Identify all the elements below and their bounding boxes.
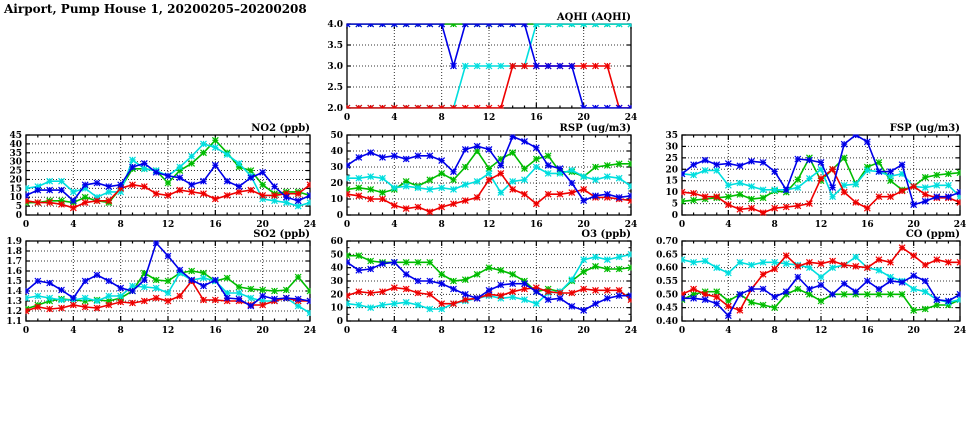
svg-text:5: 5 bbox=[671, 199, 678, 210]
svg-text:20: 20 bbox=[907, 220, 920, 230]
svg-text:CO (ppm): CO (ppm) bbox=[905, 229, 960, 240]
svg-text:24: 24 bbox=[624, 113, 638, 123]
svg-text:0: 0 bbox=[22, 326, 30, 336]
svg-text:10: 10 bbox=[665, 188, 678, 199]
svg-text:10: 10 bbox=[330, 195, 343, 205]
svg-text:0: 0 bbox=[22, 220, 30, 230]
svg-text:12: 12 bbox=[482, 113, 496, 123]
svg-text:3.0: 3.0 bbox=[327, 62, 343, 72]
svg-text:5: 5 bbox=[15, 202, 22, 213]
svg-text:16: 16 bbox=[209, 220, 222, 230]
svg-text:20: 20 bbox=[907, 326, 920, 336]
svg-text:20: 20 bbox=[256, 220, 269, 230]
svg-text:8: 8 bbox=[117, 220, 124, 230]
svg-text:4: 4 bbox=[391, 326, 398, 336]
panel-so2-chart bbox=[0, 225, 324, 355]
svg-text:50: 50 bbox=[330, 250, 343, 261]
svg-text:16: 16 bbox=[861, 220, 874, 230]
panel-o3-chart bbox=[315, 225, 645, 355]
svg-text:8: 8 bbox=[438, 220, 445, 230]
svg-text:45: 45 bbox=[9, 131, 22, 141]
svg-text:12: 12 bbox=[814, 220, 828, 230]
svg-text:10: 10 bbox=[330, 303, 343, 314]
svg-text:8: 8 bbox=[438, 326, 445, 336]
svg-text:35: 35 bbox=[665, 131, 678, 141]
svg-text:24: 24 bbox=[303, 220, 317, 230]
svg-text:FSP (ug/m3): FSP (ug/m3) bbox=[889, 123, 960, 134]
svg-text:12: 12 bbox=[161, 326, 175, 336]
svg-text:3.5: 3.5 bbox=[327, 41, 343, 51]
svg-text:40: 40 bbox=[330, 147, 343, 157]
svg-text:4: 4 bbox=[725, 220, 732, 230]
svg-text:0: 0 bbox=[343, 326, 351, 336]
svg-text:AQHI (AQHI): AQHI (AQHI) bbox=[556, 12, 631, 23]
svg-text:16: 16 bbox=[861, 326, 874, 336]
svg-text:20: 20 bbox=[577, 326, 590, 336]
svg-text:1.4: 1.4 bbox=[6, 287, 22, 297]
svg-text:8: 8 bbox=[438, 113, 445, 123]
page-title: Airport, Pump House 1, 20200205–20200208 bbox=[4, 2, 307, 16]
svg-text:1.9: 1.9 bbox=[6, 237, 22, 247]
svg-text:40: 40 bbox=[330, 263, 343, 274]
svg-text:1.3: 1.3 bbox=[6, 297, 22, 307]
svg-text:4: 4 bbox=[70, 326, 77, 336]
svg-text:16: 16 bbox=[530, 326, 543, 336]
svg-text:0: 0 bbox=[336, 211, 343, 221]
svg-text:1.6: 1.6 bbox=[6, 267, 22, 277]
svg-text:12: 12 bbox=[482, 326, 496, 336]
svg-text:20: 20 bbox=[577, 220, 590, 230]
svg-text:20: 20 bbox=[330, 179, 343, 189]
svg-text:2.0: 2.0 bbox=[327, 104, 343, 114]
svg-text:0.60: 0.60 bbox=[656, 263, 678, 274]
svg-text:4: 4 bbox=[70, 220, 77, 230]
svg-text:0: 0 bbox=[343, 220, 351, 230]
svg-text:10: 10 bbox=[9, 193, 22, 204]
svg-text:20: 20 bbox=[330, 290, 343, 301]
svg-text:1.1: 1.1 bbox=[6, 317, 22, 327]
svg-text:0.40: 0.40 bbox=[656, 317, 678, 327]
svg-text:0: 0 bbox=[678, 326, 686, 336]
svg-text:RSP (ug/m3): RSP (ug/m3) bbox=[559, 123, 631, 134]
svg-text:30: 30 bbox=[330, 163, 343, 173]
svg-text:NO2 (ppb): NO2 (ppb) bbox=[251, 123, 310, 134]
svg-text:1.5: 1.5 bbox=[6, 277, 22, 287]
svg-text:0: 0 bbox=[336, 317, 343, 327]
svg-text:0: 0 bbox=[343, 113, 351, 123]
co-plot-svg bbox=[650, 225, 974, 351]
svg-text:35: 35 bbox=[9, 148, 22, 159]
svg-text:0.65: 0.65 bbox=[656, 250, 678, 261]
panel-co-chart bbox=[650, 225, 974, 355]
svg-text:24: 24 bbox=[624, 326, 638, 336]
svg-text:8: 8 bbox=[771, 326, 778, 336]
svg-text:50: 50 bbox=[330, 131, 343, 141]
svg-text:20: 20 bbox=[665, 165, 678, 176]
svg-text:30: 30 bbox=[665, 142, 678, 153]
svg-text:30: 30 bbox=[9, 157, 22, 168]
svg-text:0.45: 0.45 bbox=[656, 303, 678, 314]
svg-text:20: 20 bbox=[256, 326, 269, 336]
svg-text:4: 4 bbox=[391, 113, 398, 123]
svg-text:0.70: 0.70 bbox=[656, 237, 678, 247]
svg-text:30: 30 bbox=[330, 277, 343, 287]
svg-text:24: 24 bbox=[303, 326, 317, 336]
svg-text:0.55: 0.55 bbox=[656, 277, 678, 287]
svg-text:25: 25 bbox=[665, 153, 678, 164]
svg-text:0: 0 bbox=[678, 220, 686, 230]
svg-text:24: 24 bbox=[953, 326, 967, 336]
svg-text:12: 12 bbox=[482, 220, 496, 230]
svg-text:0: 0 bbox=[671, 211, 678, 221]
svg-text:16: 16 bbox=[209, 326, 222, 336]
svg-text:2.5: 2.5 bbox=[327, 83, 343, 93]
svg-text:12: 12 bbox=[814, 326, 828, 336]
svg-text:24: 24 bbox=[953, 220, 967, 230]
svg-text:0.50: 0.50 bbox=[656, 290, 678, 301]
svg-text:8: 8 bbox=[771, 220, 778, 230]
svg-text:24: 24 bbox=[624, 220, 638, 230]
svg-text:0: 0 bbox=[15, 211, 22, 221]
svg-text:4.0: 4.0 bbox=[327, 20, 343, 30]
svg-text:4: 4 bbox=[725, 326, 732, 336]
so2-plot-svg bbox=[0, 225, 324, 351]
svg-text:SO2 (ppb): SO2 (ppb) bbox=[253, 229, 310, 240]
svg-text:15: 15 bbox=[9, 184, 22, 195]
svg-text:4: 4 bbox=[391, 220, 398, 230]
svg-text:12: 12 bbox=[161, 220, 175, 230]
svg-text:1.8: 1.8 bbox=[6, 247, 22, 257]
svg-text:25: 25 bbox=[9, 166, 22, 177]
svg-text:O3 (ppb): O3 (ppb) bbox=[581, 229, 631, 240]
svg-text:40: 40 bbox=[9, 139, 22, 150]
svg-text:20: 20 bbox=[577, 113, 590, 123]
svg-text:60: 60 bbox=[330, 237, 343, 247]
svg-text:8: 8 bbox=[117, 326, 124, 336]
svg-text:20: 20 bbox=[9, 175, 22, 186]
svg-text:1.7: 1.7 bbox=[6, 257, 22, 267]
svg-text:1.2: 1.2 bbox=[6, 307, 22, 317]
svg-text:15: 15 bbox=[665, 176, 678, 187]
svg-text:16: 16 bbox=[530, 220, 543, 230]
svg-text:16: 16 bbox=[530, 113, 543, 123]
o3-plot-svg bbox=[315, 225, 645, 351]
